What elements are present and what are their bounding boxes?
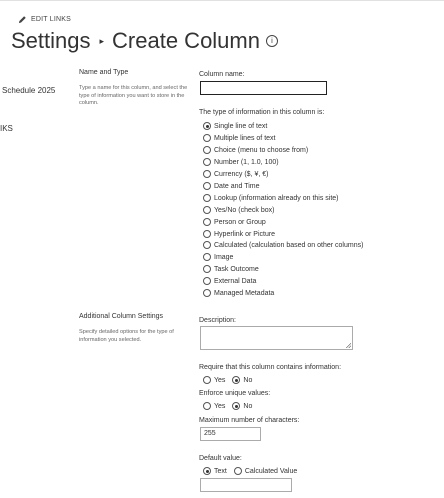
- resize-grip-icon[interactable]: [346, 343, 351, 348]
- radio-icon[interactable]: [203, 253, 211, 261]
- unique-yes-option[interactable]: Yes: [203, 402, 225, 410]
- type-question-label: The type of information in this column is:: [199, 109, 325, 116]
- radio-icon[interactable]: [203, 467, 211, 475]
- radio-icon[interactable]: [203, 194, 211, 202]
- type-option-multiple-lines[interactable]: Multiple lines of text: [203, 134, 275, 142]
- type-option-choice[interactable]: Choice (menu to choose from): [203, 146, 308, 154]
- page-title-text: Create Column: [112, 28, 260, 53]
- pencil-icon: [18, 15, 27, 24]
- type-option-yes-no[interactable]: Yes/No (check box): [203, 206, 274, 214]
- radio-icon[interactable]: [232, 402, 240, 410]
- type-option-hyperlink[interactable]: Hyperlink or Picture: [203, 230, 275, 238]
- radio-icon[interactable]: [203, 122, 211, 130]
- default-text-option[interactable]: Text: [203, 467, 227, 475]
- default-calculated-option[interactable]: Calculated Value: [234, 467, 297, 475]
- page-title: [11, 28, 278, 54]
- section-title-name-type: Name and Type: [79, 69, 129, 76]
- top-divider: [0, 0, 444, 1]
- radio-icon[interactable]: [203, 289, 211, 297]
- type-option-image[interactable]: Image: [203, 253, 233, 261]
- require-no-option[interactable]: No: [232, 376, 252, 384]
- require-label: Require that this column contains information:: [199, 364, 342, 371]
- require-yes-option[interactable]: Yes: [203, 376, 225, 384]
- type-option-external-data[interactable]: External Data: [203, 277, 256, 285]
- breadcrumb-settings-link[interactable]: Settings: [11, 28, 91, 53]
- radio-icon[interactable]: [203, 146, 211, 154]
- radio-icon[interactable]: [203, 206, 211, 214]
- section-desc-additional: Specify detailed options for the type of information you selected.: [79, 329, 174, 343]
- left-nav-item-schedule[interactable]: Schedule 2025: [2, 86, 56, 95]
- info-icon[interactable]: i: [266, 35, 278, 47]
- type-option-date-time[interactable]: Date and Time: [203, 182, 260, 190]
- type-option-number[interactable]: Number (1, 1.0, 100): [203, 158, 279, 166]
- description-textarea[interactable]: [200, 326, 353, 350]
- default-value-label: Default value:: [199, 455, 242, 462]
- radio-icon[interactable]: [203, 158, 211, 166]
- type-option-currency[interactable]: Currency ($, ¥, €): [203, 170, 268, 178]
- type-option-managed-metadata[interactable]: Managed Metadata: [203, 289, 274, 297]
- unique-radio-group: [203, 402, 252, 410]
- unique-label: Enforce unique values:: [199, 390, 271, 397]
- max-chars-label: Maximum number of characters:: [199, 417, 300, 424]
- type-option-person-group[interactable]: Person or Group: [203, 218, 266, 226]
- type-option-task-outcome[interactable]: Task Outcome: [203, 265, 259, 273]
- section-title-additional: Additional Column Settings: [79, 313, 164, 320]
- radio-icon[interactable]: [203, 182, 211, 190]
- column-name-label: Column name:: [199, 71, 245, 78]
- default-value-input[interactable]: [200, 478, 292, 492]
- column-name-input[interactable]: [200, 81, 327, 95]
- left-nav-item-links[interactable]: IKS: [0, 124, 13, 133]
- edit-links-label: EDIT LINKS: [31, 16, 71, 23]
- radio-icon[interactable]: [203, 241, 211, 249]
- radio-icon[interactable]: [203, 230, 211, 238]
- section-desc-name-type: Type a name for this column, and select the type of information you want to store in the column.: [79, 85, 188, 107]
- type-option-lookup[interactable]: Lookup (information already on this site): [203, 194, 339, 202]
- radio-icon[interactable]: [203, 277, 211, 285]
- default-mode-radio-group: [203, 467, 297, 475]
- radio-icon[interactable]: [234, 467, 242, 475]
- description-label: Description:: [199, 317, 236, 324]
- edit-links-link[interactable]: [18, 15, 71, 24]
- unique-no-option[interactable]: No: [232, 402, 252, 410]
- type-option-calculated[interactable]: Calculated (calculation based on other columns): [203, 241, 363, 249]
- radio-icon[interactable]: [203, 134, 211, 142]
- type-option-single-line[interactable]: Single line of text: [203, 122, 267, 130]
- breadcrumb-separator-icon: ▸: [99, 35, 105, 46]
- require-radio-group: [203, 376, 252, 384]
- radio-icon[interactable]: [203, 376, 211, 384]
- radio-icon[interactable]: [232, 376, 240, 384]
- radio-icon[interactable]: [203, 402, 211, 410]
- radio-icon[interactable]: [203, 265, 211, 273]
- radio-icon[interactable]: [203, 170, 211, 178]
- radio-icon[interactable]: [203, 218, 211, 226]
- max-chars-input[interactable]: 255: [200, 427, 261, 441]
